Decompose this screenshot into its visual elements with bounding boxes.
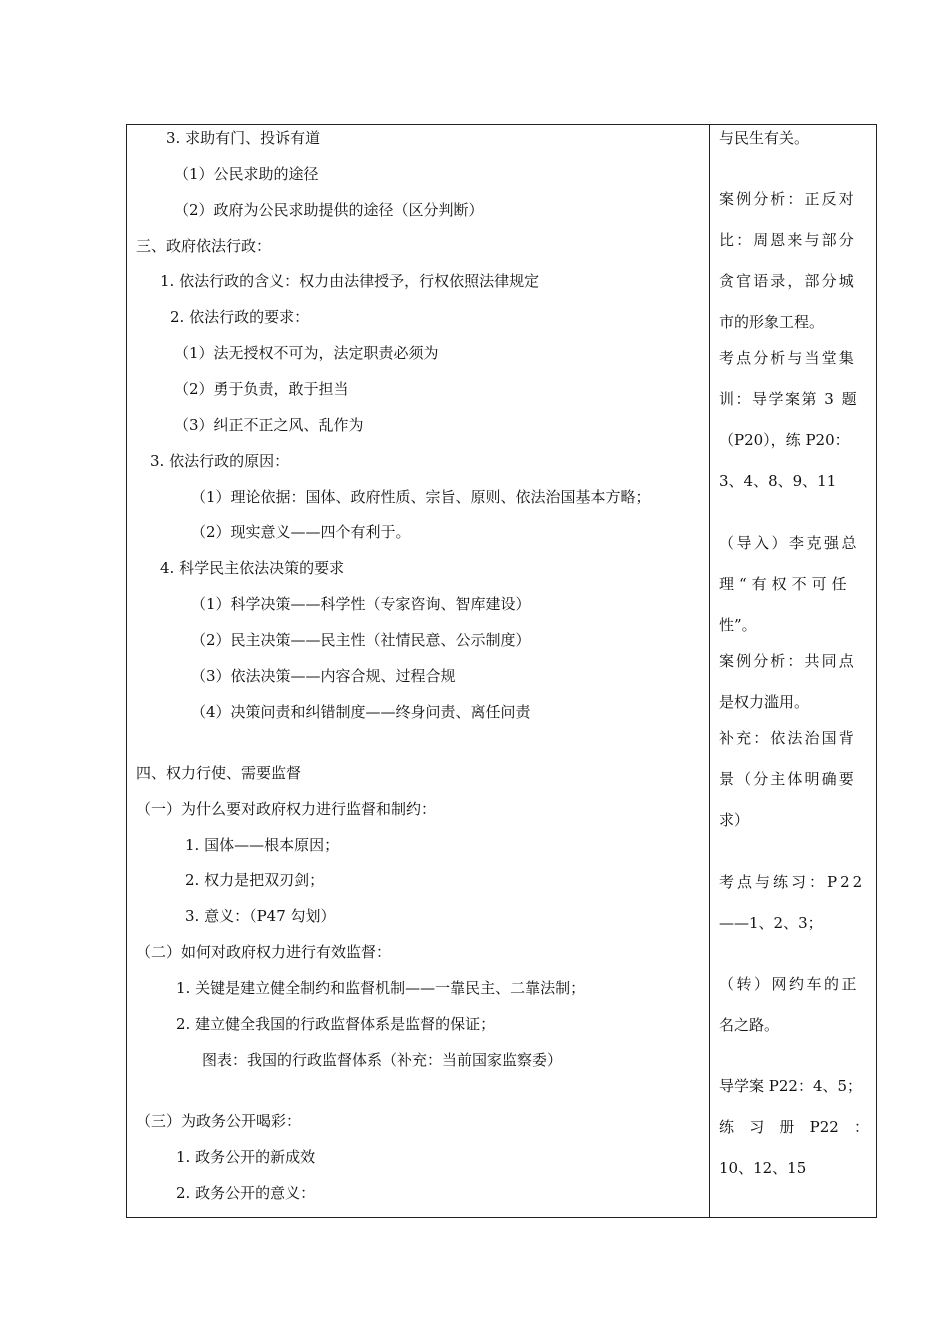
note-line: 10、12、15 (719, 1159, 807, 1177)
content-line: 2. 依法行政的要求： (170, 308, 310, 326)
content-line: （1）法无授权不可为，法定职责必须为 (174, 344, 439, 362)
content-line: 2. 权力是把双刃剑； (185, 871, 325, 889)
content-line: 图表：我国的行政监督体系（补充：当前国家监察委） (202, 1051, 563, 1069)
content-line: （3）纠正不正之风、乱作为 (174, 416, 364, 434)
content-line: 1. 国体——根本原因； (185, 836, 340, 854)
note-line: 理“有权不可任 (719, 575, 852, 593)
note-line: 训：导学案第 3 题 (719, 390, 859, 408)
note-line: 求） (719, 811, 750, 829)
note-line: 案例分析：共同点 (719, 652, 856, 670)
note-word: 册 (779, 1118, 795, 1136)
content-line: 3. 求助有门、投诉有道 (166, 129, 321, 147)
note-line: 是权力滥用。 (719, 693, 810, 711)
note-line: （转）网约车的正 (719, 975, 860, 993)
note-line-justified (719, 1117, 869, 1137)
content-line: （2）现实意义——四个有利于。 (191, 523, 411, 541)
subsection-heading: （二）如何对政府权力进行有效监督： (136, 943, 392, 961)
note-line: 补充：依法治国背 (719, 729, 856, 747)
content-line: （3）依法决策——内容合规、过程合规 (191, 667, 456, 685)
content-line: 1. 关键是建立健全制约和监督机制——一靠民主、二靠法制； (176, 979, 586, 997)
column-divider (709, 124, 710, 1218)
subsection-heading: （三）为政务公开喝彩： (136, 1112, 302, 1130)
content-line: （1）公民求助的途径 (174, 165, 319, 183)
section-heading: 四、权力行使、需要监督 (136, 764, 302, 782)
subsection-heading: （一）为什么要对政府权力进行监督和制约： (136, 800, 437, 818)
note-line: 名之路。 (719, 1016, 780, 1034)
note-line: （导入）李克强总 (719, 534, 860, 552)
note-word: P22 (809, 1118, 839, 1136)
section-heading: 三、政府依法行政： (136, 237, 272, 255)
content-line: （2）勇于负责，敢于担当 (174, 380, 349, 398)
note-line: 性”。 (719, 616, 757, 634)
note-word: 习 (749, 1118, 765, 1136)
content-line: （2）政府为公民求助提供的途径（区分判断） (174, 201, 484, 219)
content-line: 3. 依法行政的原因： (150, 452, 290, 470)
note-line: 景（分主体明确要 (719, 770, 856, 788)
note-line: 市的形象工程。 (719, 313, 825, 331)
note-line: 考点分析与当堂集 (719, 349, 856, 367)
note-line: 比：周恩来与部分 (719, 231, 856, 249)
content-line: （2）民主决策——民主性（社情民意、公示制度） (191, 631, 531, 649)
content-line: 2. 政务公开的意义： (176, 1184, 316, 1202)
content-line: （1）理论依据：国体、政府性质、宗旨、原则、依法治国基本方略； (191, 488, 651, 506)
note-word: ： (853, 1118, 869, 1136)
note-word: 练 (719, 1118, 735, 1136)
content-line: 1. 政务公开的新成效 (176, 1148, 316, 1166)
content-line: 4. 科学民主依法决策的要求 (160, 559, 345, 577)
note-line: 3、4、8、9、11 (719, 472, 837, 490)
note-line: 案例分析：正反对 (719, 190, 856, 208)
note-line: 导学案 P22：4、5； (719, 1077, 863, 1095)
content-line: 3. 意义：（P47 勾划） (185, 907, 336, 925)
content-line: 1. 依法行政的含义：权力由法律授予，行权依照法律规定 (160, 272, 540, 290)
note-line: 考点与练习：P22 (719, 873, 866, 891)
content-line: （1）科学决策——科学性（专家咨询、智库建设） (191, 595, 531, 613)
content-line: 2. 建立健全我国的行政监督体系是监督的保证； (176, 1015, 496, 1033)
note-line: 与民生有关。 (719, 129, 810, 147)
note-line: ——1、2、3； (719, 914, 823, 932)
note-line: （P20），练 P20： (719, 431, 850, 449)
content-line: （4）决策问责和纠错制度——终身问责、离任问责 (191, 703, 531, 721)
note-line: 贪官语录，部分城 (719, 272, 856, 290)
